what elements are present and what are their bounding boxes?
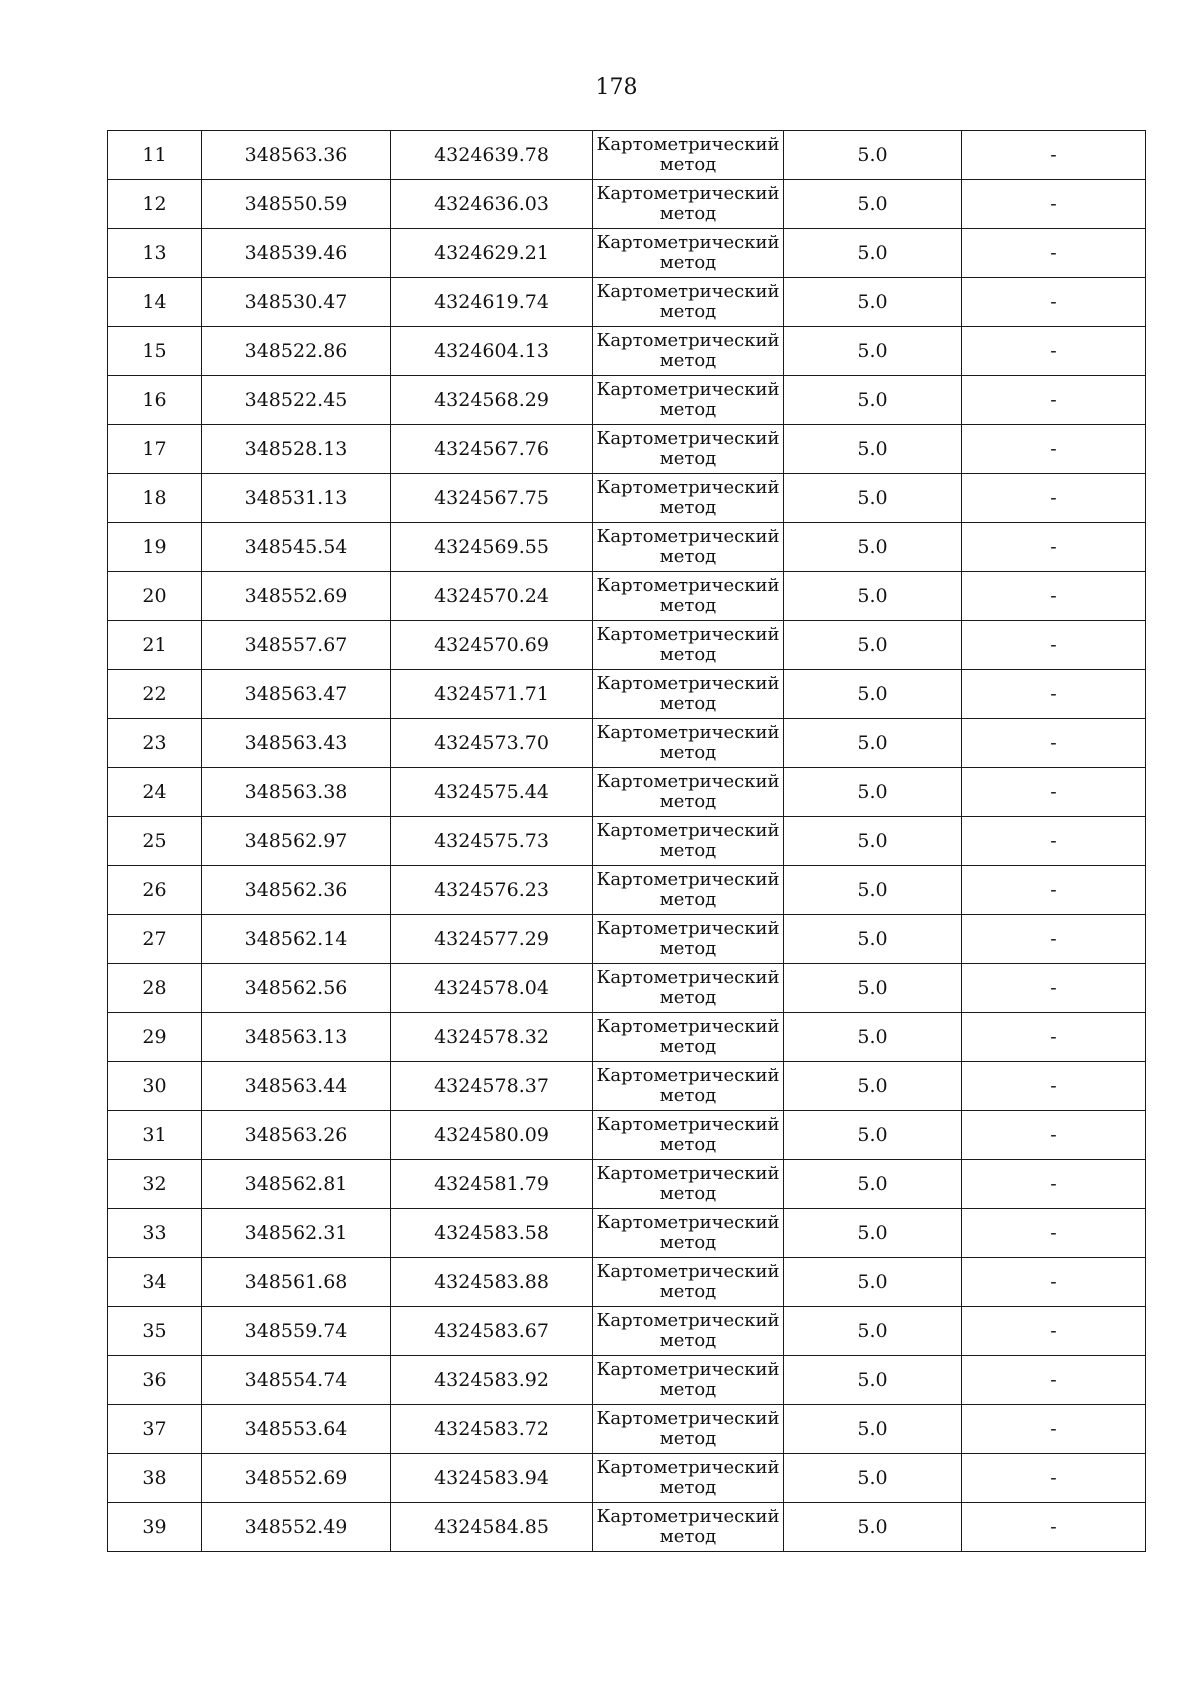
note-cell: - [962, 131, 1146, 180]
method-cell: Картометрический метод [593, 131, 784, 180]
accuracy-cell: 5.0 [784, 425, 962, 474]
accuracy-cell: 5.0 [784, 523, 962, 572]
point-number-cell: 22 [108, 670, 202, 719]
x-coordinate-cell: 348552.69 [202, 1454, 391, 1503]
table-row [108, 1356, 1146, 1405]
note-cell: - [962, 474, 1146, 523]
accuracy-cell: 5.0 [784, 1013, 962, 1062]
point-number-cell: 27 [108, 915, 202, 964]
method-cell: Картометрический метод [593, 817, 784, 866]
table-row [108, 180, 1146, 229]
y-coordinate-cell: 4324567.75 [391, 474, 593, 523]
table-row [108, 1013, 1146, 1062]
method-cell: Картометрический метод [593, 866, 784, 915]
accuracy-cell: 5.0 [784, 1062, 962, 1111]
x-coordinate-cell: 348563.38 [202, 768, 391, 817]
y-coordinate-cell: 4324583.92 [391, 1356, 593, 1405]
table-row [108, 572, 1146, 621]
method-cell: Картометрический метод [593, 1405, 784, 1454]
point-number-cell: 38 [108, 1454, 202, 1503]
method-cell: Картометрический метод [593, 376, 784, 425]
accuracy-cell: 5.0 [784, 866, 962, 915]
accuracy-cell: 5.0 [784, 964, 962, 1013]
accuracy-cell: 5.0 [784, 1258, 962, 1307]
table-row [108, 1405, 1146, 1454]
accuracy-cell: 5.0 [784, 376, 962, 425]
note-cell: - [962, 1405, 1146, 1454]
note-cell: - [962, 670, 1146, 719]
x-coordinate-cell: 348563.13 [202, 1013, 391, 1062]
y-coordinate-cell: 4324578.37 [391, 1062, 593, 1111]
x-coordinate-cell: 348554.74 [202, 1356, 391, 1405]
accuracy-cell: 5.0 [784, 229, 962, 278]
x-coordinate-cell: 348562.81 [202, 1160, 391, 1209]
note-cell: - [962, 327, 1146, 376]
accuracy-cell: 5.0 [784, 768, 962, 817]
method-cell: Картометрический метод [593, 1013, 784, 1062]
table-row [108, 474, 1146, 523]
accuracy-cell: 5.0 [784, 1111, 962, 1160]
y-coordinate-cell: 4324575.73 [391, 817, 593, 866]
x-coordinate-cell: 348550.59 [202, 180, 391, 229]
table-row [108, 915, 1146, 964]
table-row [108, 1258, 1146, 1307]
y-coordinate-cell: 4324577.29 [391, 915, 593, 964]
method-cell: Картометрический метод [593, 768, 784, 817]
table-row [108, 229, 1146, 278]
method-cell: Картометрический метод [593, 1356, 784, 1405]
y-coordinate-cell: 4324576.23 [391, 866, 593, 915]
note-cell: - [962, 1062, 1146, 1111]
note-cell: - [962, 180, 1146, 229]
y-coordinate-cell: 4324583.94 [391, 1454, 593, 1503]
y-coordinate-cell: 4324583.67 [391, 1307, 593, 1356]
note-cell: - [962, 1258, 1146, 1307]
accuracy-cell: 5.0 [784, 1160, 962, 1209]
accuracy-cell: 5.0 [784, 719, 962, 768]
point-number-cell: 25 [108, 817, 202, 866]
x-coordinate-cell: 348528.13 [202, 425, 391, 474]
method-cell: Картометрический метод [593, 670, 784, 719]
y-coordinate-cell: 4324568.29 [391, 376, 593, 425]
note-cell: - [962, 1454, 1146, 1503]
table-row [108, 425, 1146, 474]
accuracy-cell: 5.0 [784, 1454, 962, 1503]
method-cell: Картометрический метод [593, 327, 784, 376]
method-cell: Картометрический метод [593, 915, 784, 964]
point-number-cell: 11 [108, 131, 202, 180]
note-cell: - [962, 1503, 1146, 1552]
y-coordinate-cell: 4324604.13 [391, 327, 593, 376]
y-coordinate-cell: 4324629.21 [391, 229, 593, 278]
note-cell: - [962, 866, 1146, 915]
point-number-cell: 13 [108, 229, 202, 278]
x-coordinate-cell: 348561.68 [202, 1258, 391, 1307]
y-coordinate-cell: 4324583.58 [391, 1209, 593, 1258]
x-coordinate-cell: 348531.13 [202, 474, 391, 523]
x-coordinate-cell: 348559.74 [202, 1307, 391, 1356]
table-row [108, 131, 1146, 180]
method-cell: Картометрический метод [593, 523, 784, 572]
x-coordinate-cell: 348522.86 [202, 327, 391, 376]
note-cell: - [962, 768, 1146, 817]
method-cell: Картометрический метод [593, 964, 784, 1013]
note-cell: - [962, 1356, 1146, 1405]
point-number-cell: 28 [108, 964, 202, 1013]
point-number-cell: 26 [108, 866, 202, 915]
table-row [108, 1111, 1146, 1160]
y-coordinate-cell: 4324569.55 [391, 523, 593, 572]
note-cell: - [962, 523, 1146, 572]
point-number-cell: 33 [108, 1209, 202, 1258]
accuracy-cell: 5.0 [784, 1307, 962, 1356]
accuracy-cell: 5.0 [784, 621, 962, 670]
point-number-cell: 16 [108, 376, 202, 425]
point-number-cell: 35 [108, 1307, 202, 1356]
x-coordinate-cell: 348562.36 [202, 866, 391, 915]
table-row [108, 1503, 1146, 1552]
y-coordinate-cell: 4324581.79 [391, 1160, 593, 1209]
accuracy-cell: 5.0 [784, 817, 962, 866]
table-row [108, 964, 1146, 1013]
accuracy-cell: 5.0 [784, 1503, 962, 1552]
point-number-cell: 24 [108, 768, 202, 817]
x-coordinate-cell: 348553.64 [202, 1405, 391, 1454]
y-coordinate-cell: 4324578.04 [391, 964, 593, 1013]
note-cell: - [962, 964, 1146, 1013]
point-number-cell: 19 [108, 523, 202, 572]
x-coordinate-cell: 348563.47 [202, 670, 391, 719]
note-cell: - [962, 1013, 1146, 1062]
x-coordinate-cell: 348563.44 [202, 1062, 391, 1111]
note-cell: - [962, 229, 1146, 278]
table-row [108, 719, 1146, 768]
note-cell: - [962, 572, 1146, 621]
x-coordinate-cell: 348530.47 [202, 278, 391, 327]
note-cell: - [962, 621, 1146, 670]
method-cell: Картометрический метод [593, 621, 784, 670]
x-coordinate-cell: 348563.26 [202, 1111, 391, 1160]
accuracy-cell: 5.0 [784, 180, 962, 229]
point-number-cell: 31 [108, 1111, 202, 1160]
x-coordinate-cell: 348539.46 [202, 229, 391, 278]
x-coordinate-cell: 348562.56 [202, 964, 391, 1013]
accuracy-cell: 5.0 [784, 131, 962, 180]
table-row [108, 327, 1146, 376]
point-number-cell: 21 [108, 621, 202, 670]
point-number-cell: 32 [108, 1160, 202, 1209]
table-row [108, 1209, 1146, 1258]
note-cell: - [962, 1209, 1146, 1258]
y-coordinate-cell: 4324571.71 [391, 670, 593, 719]
x-coordinate-cell: 348562.97 [202, 817, 391, 866]
y-coordinate-cell: 4324570.24 [391, 572, 593, 621]
method-cell: Картометрический метод [593, 1062, 784, 1111]
table-row [108, 1454, 1146, 1503]
method-cell: Картометрический метод [593, 1258, 784, 1307]
table-row [108, 621, 1146, 670]
point-number-cell: 37 [108, 1405, 202, 1454]
y-coordinate-cell: 4324575.44 [391, 768, 593, 817]
point-number-cell: 14 [108, 278, 202, 327]
note-cell: - [962, 817, 1146, 866]
point-number-cell: 36 [108, 1356, 202, 1405]
x-coordinate-cell: 348563.43 [202, 719, 391, 768]
y-coordinate-cell: 4324567.76 [391, 425, 593, 474]
method-cell: Картометрический метод [593, 278, 784, 327]
method-cell: Картометрический метод [593, 474, 784, 523]
point-number-cell: 23 [108, 719, 202, 768]
note-cell: - [962, 719, 1146, 768]
accuracy-cell: 5.0 [784, 1209, 962, 1258]
x-coordinate-cell: 348562.14 [202, 915, 391, 964]
y-coordinate-cell: 4324583.88 [391, 1258, 593, 1307]
method-cell: Картометрический метод [593, 180, 784, 229]
table-row [108, 278, 1146, 327]
method-cell: Картометрический метод [593, 719, 784, 768]
point-number-cell: 30 [108, 1062, 202, 1111]
method-cell: Картометрический метод [593, 1160, 784, 1209]
point-number-cell: 18 [108, 474, 202, 523]
point-number-cell: 15 [108, 327, 202, 376]
table-row [108, 1062, 1146, 1111]
note-cell: - [962, 1307, 1146, 1356]
table-row [108, 768, 1146, 817]
y-coordinate-cell: 4324570.69 [391, 621, 593, 670]
accuracy-cell: 5.0 [784, 1356, 962, 1405]
note-cell: - [962, 1160, 1146, 1209]
x-coordinate-cell: 348522.45 [202, 376, 391, 425]
method-cell: Картометрический метод [593, 1454, 784, 1503]
method-cell: Картометрический метод [593, 425, 784, 474]
y-coordinate-cell: 4324636.03 [391, 180, 593, 229]
y-coordinate-cell: 4324584.85 [391, 1503, 593, 1552]
table-row [108, 817, 1146, 866]
coordinates-table-body [108, 131, 1146, 1552]
point-number-cell: 17 [108, 425, 202, 474]
coordinates-table [107, 130, 1146, 1552]
note-cell: - [962, 278, 1146, 327]
point-number-cell: 20 [108, 572, 202, 621]
point-number-cell: 12 [108, 180, 202, 229]
note-cell: - [962, 1111, 1146, 1160]
table-row [108, 670, 1146, 719]
x-coordinate-cell: 348562.31 [202, 1209, 391, 1258]
table-row [108, 376, 1146, 425]
accuracy-cell: 5.0 [784, 327, 962, 376]
table-row [108, 1160, 1146, 1209]
page-number: 178 [595, 75, 638, 100]
y-coordinate-cell: 4324580.09 [391, 1111, 593, 1160]
note-cell: - [962, 915, 1146, 964]
y-coordinate-cell: 4324583.72 [391, 1405, 593, 1454]
method-cell: Картометрический метод [593, 1503, 784, 1552]
method-cell: Картометрический метод [593, 1307, 784, 1356]
accuracy-cell: 5.0 [784, 670, 962, 719]
method-cell: Картометрический метод [593, 1209, 784, 1258]
note-cell: - [962, 425, 1146, 474]
y-coordinate-cell: 4324619.74 [391, 278, 593, 327]
y-coordinate-cell: 4324639.78 [391, 131, 593, 180]
x-coordinate-cell: 348557.67 [202, 621, 391, 670]
x-coordinate-cell: 348545.54 [202, 523, 391, 572]
accuracy-cell: 5.0 [784, 572, 962, 621]
x-coordinate-cell: 348563.36 [202, 131, 391, 180]
method-cell: Картометрический метод [593, 229, 784, 278]
y-coordinate-cell: 4324573.70 [391, 719, 593, 768]
table-row [108, 1307, 1146, 1356]
method-cell: Картометрический метод [593, 572, 784, 621]
point-number-cell: 34 [108, 1258, 202, 1307]
table-row [108, 523, 1146, 572]
accuracy-cell: 5.0 [784, 278, 962, 327]
y-coordinate-cell: 4324578.32 [391, 1013, 593, 1062]
accuracy-cell: 5.0 [784, 915, 962, 964]
x-coordinate-cell: 348552.49 [202, 1503, 391, 1552]
accuracy-cell: 5.0 [784, 1405, 962, 1454]
method-cell: Картометрический метод [593, 1111, 784, 1160]
point-number-cell: 29 [108, 1013, 202, 1062]
x-coordinate-cell: 348552.69 [202, 572, 391, 621]
accuracy-cell: 5.0 [784, 474, 962, 523]
note-cell: - [962, 376, 1146, 425]
table-row [108, 866, 1146, 915]
point-number-cell: 39 [108, 1503, 202, 1552]
